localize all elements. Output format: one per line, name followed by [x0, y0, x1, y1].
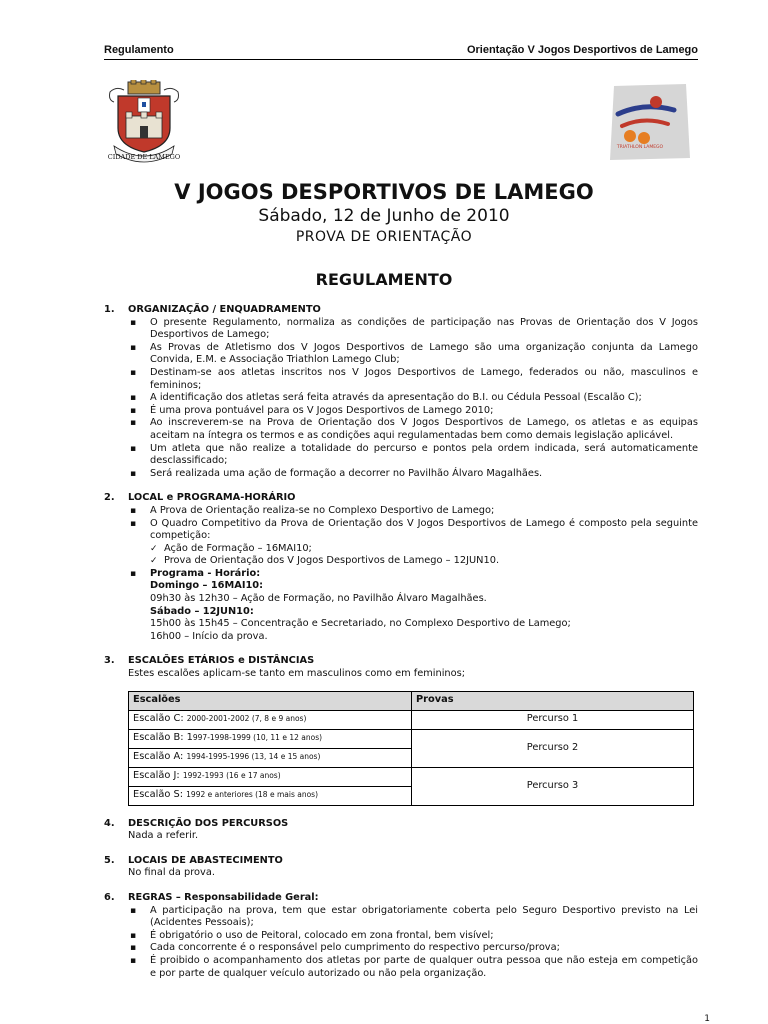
- list-item: ▪ As Provas de Atletismo dos V Jogos Desportivos de Lamego são uma organização conjunta da Lamego Convida, E.M. e Associação Triathlon Lamego Club;: [128, 342, 698, 367]
- triathlon-club-logo: [604, 80, 694, 164]
- table-cell: [129, 767, 412, 786]
- document-title: REGULAMENTO: [315, 270, 453, 289]
- list-item: ▪ É proibido o acompanhamento dos atletas por parte de qualquer outra pessoa que não esteja em competição e por parte de qualquer veículo autorizado ou não pela organização.: [128, 955, 698, 980]
- table-cell: [129, 710, 412, 729]
- section-title: ORGANIZAÇÃO / ENQUADRAMENTO: [128, 304, 321, 315]
- svg-text:TRIATHLON LAMEGO: TRIATHLON LAMEGO: [616, 145, 664, 150]
- header-rule: [104, 59, 698, 60]
- check-item: ✓ Prova de Orientação dos V Jogos Desportivos de Lamego – 12JUN10.: [150, 555, 698, 568]
- section-number: 2.: [104, 492, 115, 504]
- header-left: Regulamento: [104, 44, 174, 56]
- table-cell: [129, 786, 412, 805]
- schedule-line: 16h00 – Início da prova.: [150, 630, 268, 642]
- section-regras: [104, 892, 698, 980]
- section-text: Nada a referir.: [128, 830, 199, 842]
- list-item: ▪ É uma prova pontuável para os V Jogos Desportivos de Lamego 2010;: [128, 405, 698, 418]
- section-number: 5.: [104, 854, 115, 866]
- section-number: 6.: [104, 892, 115, 903]
- age-group-years: 2000-2001-2002 (7, 8 e 9 anos): [186, 714, 307, 724]
- age-group-name: Escalão S:: [133, 789, 187, 801]
- table-cell: [129, 748, 412, 767]
- table-row: [129, 729, 694, 748]
- list-item: ▪ Ao inscreverem-se na Prova de Orientação dos V Jogos Desportivos de Lamego, os atletas e as equipas aceitam na íntegra os termos e as condições aqui regulamentadas bem como demais legislação aplicável.: [128, 417, 698, 442]
- schedule-line: 09h30 às 12h30 – Ação de Formação, no Pavilhão Álvaro Magalhães.: [150, 593, 487, 605]
- section-title: ESCALÕES ETÁRIOS e DISTÂNCIAS: [128, 655, 315, 667]
- list-item: ▪ A identificação dos atletas será feita através da apresentação do B.I. ou Cédula Pessoal (Escalão C);: [128, 392, 698, 405]
- section-organizacao: [104, 304, 698, 480]
- regulation-body: [104, 304, 698, 980]
- age-group-name: Escalão C:: [133, 713, 187, 725]
- age-group-years: 1992 e anteriores (18 e mais anos): [186, 790, 319, 800]
- event-date: Sábado, 12 de Junho de 2010: [258, 206, 510, 226]
- table-cell: Percurso 1: [412, 710, 694, 729]
- section-escaloes: [104, 655, 698, 805]
- list-item: ▪ O presente Regulamento, normaliza as condições de participação nas Provas de Orientação dos V Jogos Desportivos de Lamego;: [128, 317, 698, 342]
- table-header-cell: Escalões: [129, 691, 412, 710]
- section-local-programa: [104, 492, 698, 643]
- main-title: V JOGOS DESPORTIVOS DE LAMEGO: [174, 180, 594, 204]
- section-number: 1.: [104, 304, 115, 315]
- section-text: No final da prova.: [128, 867, 215, 879]
- list-item-text: O Quadro Competitivo da Prova de Orientação dos V Jogos Desportivos de Lamego é composto pela seguinte competição:: [150, 517, 698, 542]
- age-group-name: Escalão B: 1: [133, 732, 193, 744]
- check-item: ✓ Ação de Formação – 16MAI10;: [150, 543, 698, 556]
- header-right: Orientação V Jogos Desportivos de Lamego: [466, 44, 698, 56]
- page-number: 1: [704, 1014, 710, 1024]
- table-row: [129, 710, 694, 729]
- section-percursos: [104, 818, 698, 843]
- section-abastecimento: [104, 855, 698, 880]
- schedule-day: Domingo – 16MAI10:: [150, 580, 264, 592]
- list-item: ▪ Um atleta que não realize a totalidade do percurso e pontos pela ordem indicada, será automaticamente desclassificado;: [128, 443, 698, 468]
- section-list: [128, 505, 698, 581]
- svg-text:CIDADE DE LAMEGO: CIDADE DE LAMEGO: [107, 153, 181, 161]
- check-list: [150, 543, 698, 568]
- age-group-years: 997-1998-1999 (10, 11 e 12 anos): [192, 733, 323, 743]
- list-item: ▪ Cada concorrente é o responsável pelo cumprimento do respectivo percurso/prova;: [128, 942, 698, 955]
- list-item: [128, 518, 698, 568]
- program-schedule: [128, 580, 698, 643]
- age-group-name: Escalão J:: [133, 770, 183, 782]
- table-cell: [129, 729, 412, 748]
- table-row: [129, 767, 694, 786]
- city-coat-of-arms-logo: [104, 80, 184, 164]
- list-item: ▪ Será realizada uma ação de formação a decorrer no Pavilhão Álvaro Magalhães.: [128, 468, 698, 481]
- list-item: ▪ A Prova de Orientação realiza-se no Complexo Desportivo de Lamego;: [128, 505, 698, 518]
- table-cell: Percurso 3: [412, 767, 694, 805]
- section-number: 3.: [104, 655, 115, 667]
- list-item: ▪ A participação na prova, tem que estar obrigatoriamente coberta pelo Seguro Desportivo previsto na Lei (Acidentes Pessoais);: [128, 905, 698, 930]
- section-title: LOCAIS DE ABASTECIMENTO: [128, 854, 283, 866]
- schedule-day: Sábado – 12JUN10:: [150, 605, 254, 617]
- section-intro: Estes escalões aplicam-se tanto em masculinos como em femininos;: [128, 668, 466, 680]
- section-number: 4.: [104, 817, 115, 829]
- table-cell: Percurso 2: [412, 729, 694, 767]
- age-group-years: 1992-1993 (16 e 17 anos): [182, 771, 281, 781]
- list-item: ▪ É obrigatório o uso de Peitoral, colocado em zona frontal, bem visível;: [128, 930, 698, 943]
- age-group-name: Escalão A:: [133, 751, 187, 763]
- schedule-line: 15h00 às 15h45 – Concentração e Secretariado, no Complexo Desportivo de Lamego;: [150, 618, 571, 630]
- section-title: REGRAS – Responsabilidade Geral:: [128, 892, 319, 903]
- section-list: [128, 317, 698, 481]
- age-group-years: 1994-1995-1996 (13, 14 e 15 anos): [186, 752, 321, 762]
- section-list: [128, 905, 698, 981]
- table-header-cell: Provas: [412, 691, 694, 710]
- table-header-row: [129, 691, 694, 710]
- section-title: DESCRIÇÃO DOS PERCURSOS: [128, 817, 289, 829]
- age-groups-table: [128, 691, 694, 806]
- list-item: ▪ Destinam-se aos atletas inscritos nos V Jogos Desportivos de Lamego, federados ou não, masculinos e femininos;: [128, 367, 698, 392]
- event-name: PROVA DE ORIENTAÇÃO: [295, 229, 473, 245]
- program-label: ▪ Programa - Horário:: [128, 568, 698, 581]
- section-title: LOCAL e PROGRAMA-HORÁRIO: [128, 492, 296, 504]
